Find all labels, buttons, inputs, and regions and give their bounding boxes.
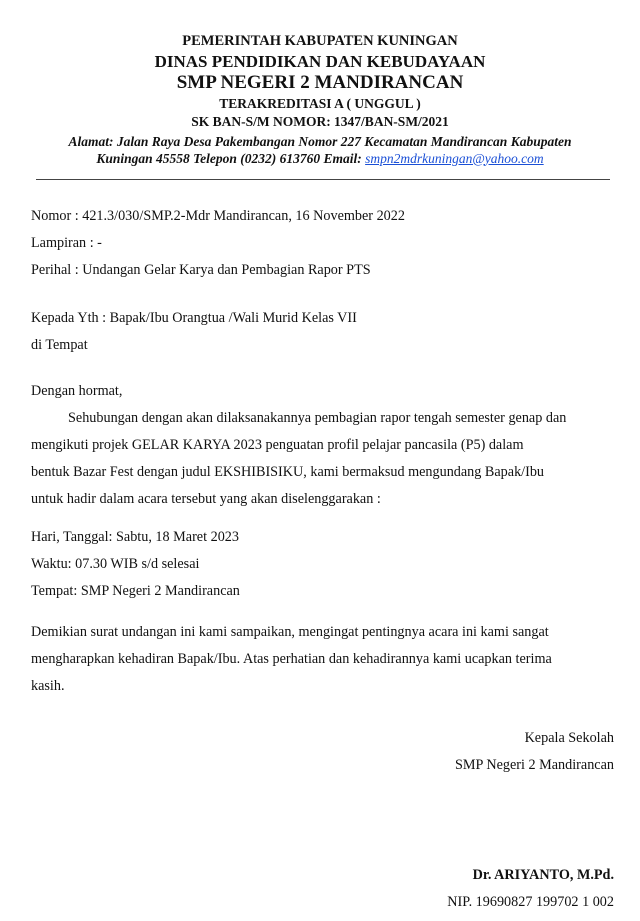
address-line-1: Alamat: Jalan Raya Desa Pakembangan Nomor 227 Kecamatan Mandirancan Kabupaten [68, 133, 572, 149]
event-details [31, 524, 614, 605]
letter-meta [31, 203, 614, 284]
body-line-1: Sehubungan dengan akan dilaksanakannya pembagian rapor tengah semester genap dan [68, 410, 567, 426]
event-date: Hari, Tanggal: Sabtu, 18 Maret 2023 [31, 529, 239, 545]
signatory-nip: NIP. 19690827 199702 1 002 [447, 894, 614, 910]
body-line-2: mengikuti projek GELAR KARYA 2023 penguatan profil pelajar pancasila (P5) dalam [31, 437, 524, 453]
letter-attachment: Lampiran : - [31, 235, 102, 251]
sk-number: SK BAN-S/M NOMOR: 1347/BAN-SM/2021 [191, 114, 449, 129]
greeting: Dengan hormat, [31, 383, 123, 399]
address [0, 133, 640, 167]
address-line-2-text: Kuningan 45558 Telepon (0232) 613760 Email: [96, 150, 366, 166]
body-line-3: bentuk Bazar Fest dengan judul EKSHIBISIKU, kami bermaksud mengundang Bapak/Ibu [31, 464, 545, 480]
letterhead [0, 34, 640, 167]
signature-title: Kepala Sekolah [524, 730, 614, 746]
recipient-place: di Tempat [31, 337, 88, 353]
government-name: PEMERINTAH KABUPATEN KUNINGAN [182, 33, 458, 49]
header-divider [36, 179, 610, 180]
closing-line-1: Demikian surat undangan ini kami sampaikan, mengingat pentingnya acara ini kami sangat [31, 624, 549, 640]
address-line-2 [0, 150, 640, 167]
accreditation: TERAKREDITASI A ( UNGGUL ) [219, 95, 421, 111]
closing-paragraph [31, 619, 614, 700]
closing-line-3: kasih. [31, 678, 65, 694]
signature-school: SMP Negeri 2 Mandirancan [454, 757, 614, 773]
signatory [447, 862, 614, 916]
department-name: DINAS PENDIDIKAN DAN KEBUDAYAAN [154, 51, 486, 71]
school-name: SMP NEGERI 2 MANDIRANCAN [176, 71, 464, 93]
signature-block [455, 725, 614, 779]
letter-body [31, 378, 614, 513]
event-place: Tempat: SMP Negeri 2 Mandirancan [31, 583, 240, 599]
closing-line-2: mengharapkan kehadiran Bapak/Ibu. Atas perhatian dan kehadirannya kami ucapkan terima [31, 651, 552, 667]
letter-number: Nomor : 421.3/030/SMP.2-Mdr Mandirancan, 16 November 2022 [31, 208, 405, 224]
letter-subject: Perihal : Undangan Gelar Karya dan Pembagian Rapor PTS [31, 262, 371, 278]
body-line-4: untuk hadir dalam acara tersebut yang akan diselenggarakan : [31, 491, 381, 507]
email-link[interactable]: smpn2mdrkuningan@yahoo.com [365, 150, 544, 166]
recipient-block [31, 305, 614, 359]
recipient: Kepada Yth : Bapak/Ibu Orangtua /Wali Murid Kelas VII [31, 310, 357, 326]
event-time: Waktu: 07.30 WIB s/d selesai [31, 556, 200, 572]
signatory-name: Dr. ARIYANTO, M.Pd. [472, 867, 614, 883]
